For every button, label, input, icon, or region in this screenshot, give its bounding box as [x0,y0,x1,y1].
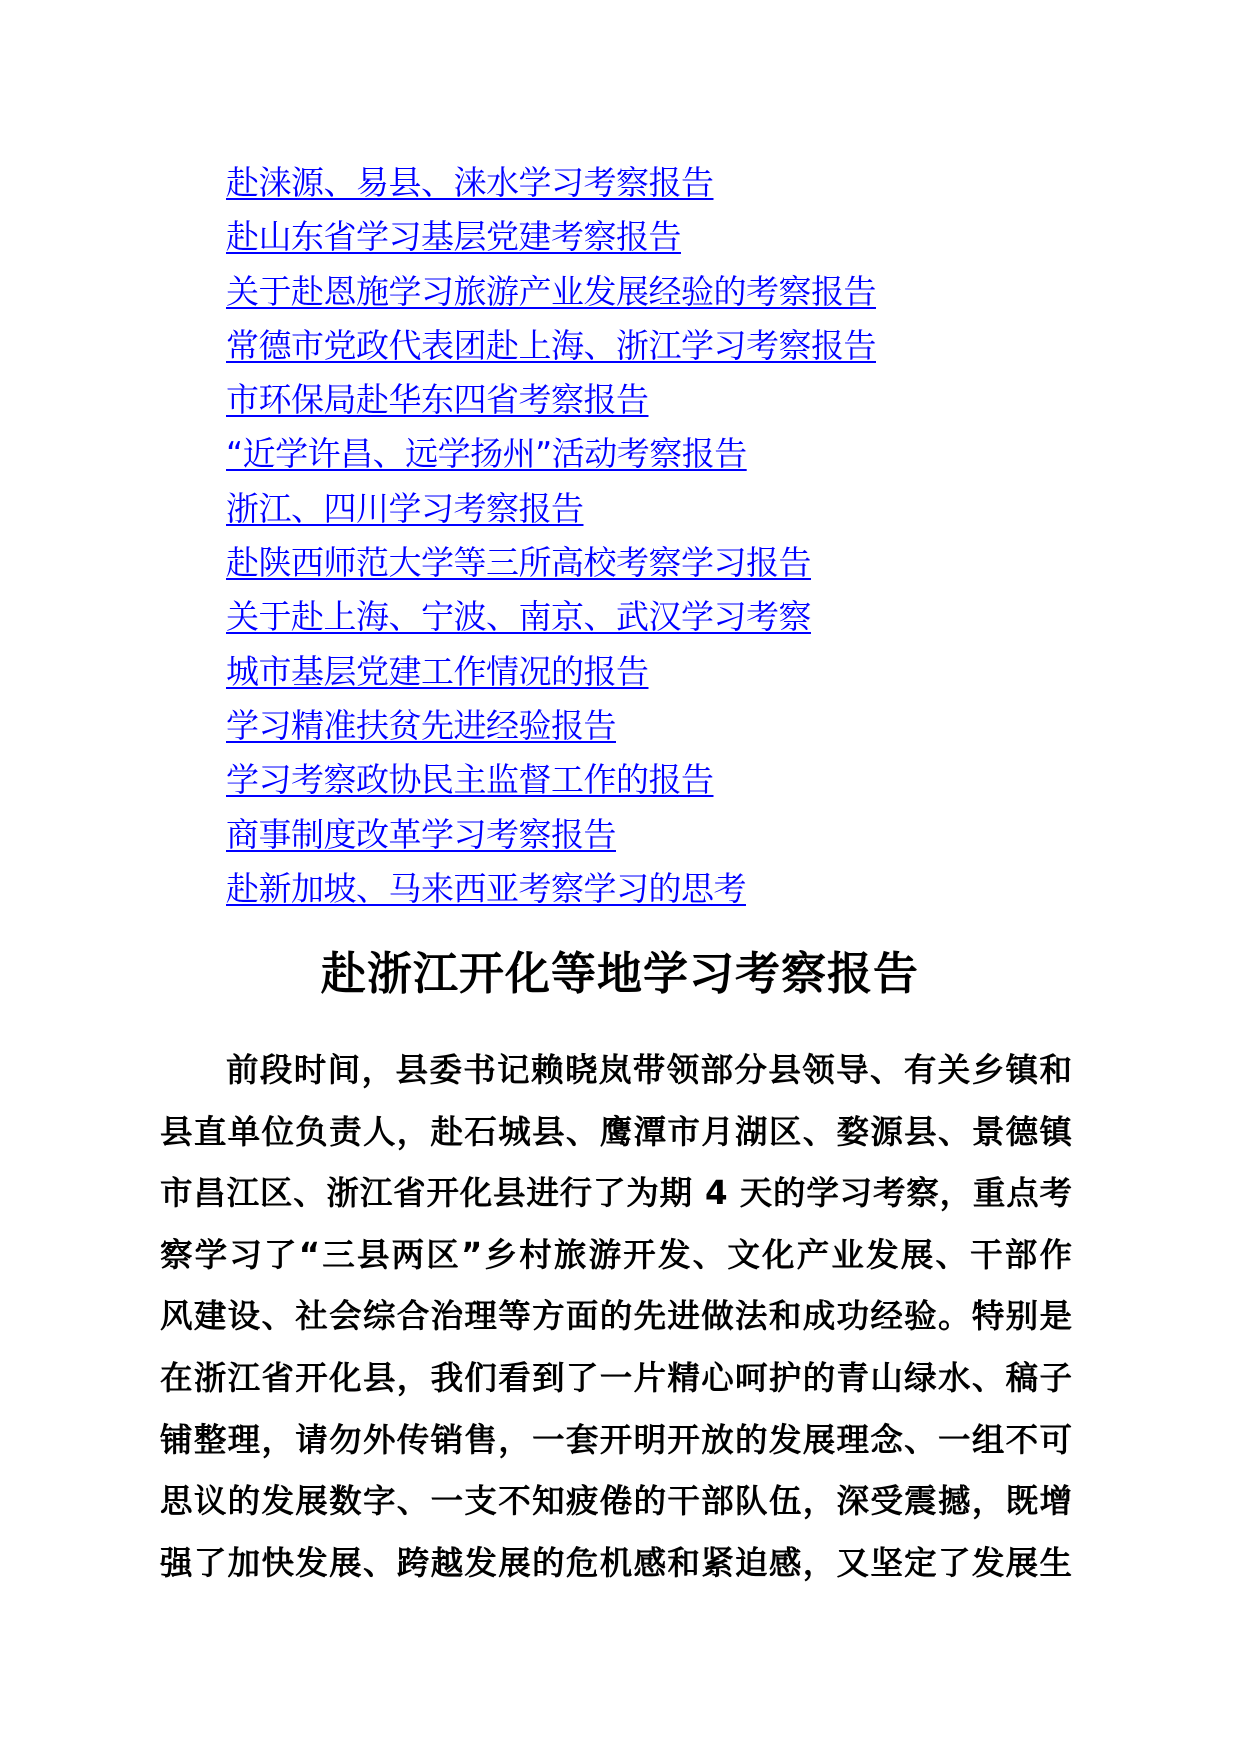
toc-link[interactable]: 关于赴恩施学习旅游产业发展经验的考察报告 [226,271,876,311]
toc-link[interactable]: 市环保局赴华东四省考察报告 [226,380,649,420]
toc-link[interactable]: 常德市党政代表团赴上海、浙江学习考察报告 [226,325,876,365]
list-item [226,486,876,540]
paragraph-line: 察学习了“三县两区”乡村旅游开发、文化产业发展、干部作 [160,1235,1072,1274]
paragraph-line: 铺整理，请勿外传销售，一套开明开放的发展理念、一组不可 [160,1420,1072,1459]
list-item [226,323,876,377]
list-item [226,214,876,268]
body-paragraph [160,1040,1072,1594]
list-item [226,757,876,811]
toc-link[interactable]: 城市基层党建工作情况的报告 [226,651,649,691]
paragraph-line: 市昌江区、浙江省开化县进行了为期 4 天的学习考察，重点考 [160,1174,1072,1213]
toc-link[interactable]: 浙江、四川学习考察报告 [226,488,584,528]
list-item [226,812,876,866]
paragraph-line: 强了加快发展、跨越发展的危机感和紧迫感，又坚定了发展生 [160,1543,1072,1582]
paragraph-line: 在浙江省开化县，我们看到了一片精心呵护的青山绿水、稿子 [160,1358,1072,1397]
toc-link[interactable]: 关于赴上海、宁波、南京、武汉学习考察 [226,597,811,637]
toc-link[interactable]: 赴涞源、易县、涞水学习考察报告 [226,163,714,202]
list-item [226,703,876,757]
paragraph-line: 风建设、社会综合治理等方面的先进做法和成功经验。特别是 [160,1297,1072,1336]
related-links-list [226,160,876,920]
toc-link[interactable]: 赴山东省学习基层党建考察报告 [226,217,681,257]
toc-link[interactable]: 学习精准扶贫先进经验报告 [226,705,616,745]
paragraph-line: 县直单位负责人，赴石城县、鹰潭市月湖区、婺源县、景德镇 [160,1112,1072,1151]
list-item [226,540,876,594]
list-item [226,377,876,431]
list-item [226,160,876,214]
toc-link[interactable]: “近学许昌、远学扬州”活动考察报告 [226,434,747,474]
toc-link[interactable]: 商事制度改革学习考察报告 [226,814,616,854]
list-item [226,269,876,323]
list-item [226,866,876,920]
toc-link[interactable]: 学习考察政协民主监督工作的报告 [226,760,714,800]
toc-link[interactable]: 赴陕西师范大学等三所高校考察学习报告 [226,543,811,583]
list-item [226,594,876,648]
document-title: 赴浙江开化等地学习考察报告 [320,947,919,1000]
paragraph-line: 思议的发展数字、一支不知疲倦的干部队伍，深受震撼，既增 [160,1482,1072,1521]
paragraph-line: 前段时间，县委书记赖晓岚带领部分县领导、有关乡镇和 [226,1051,1072,1089]
list-item [226,431,876,485]
list-item [226,649,876,703]
toc-link[interactable]: 赴新加坡、马来西亚考察学习的思考 [226,868,746,908]
